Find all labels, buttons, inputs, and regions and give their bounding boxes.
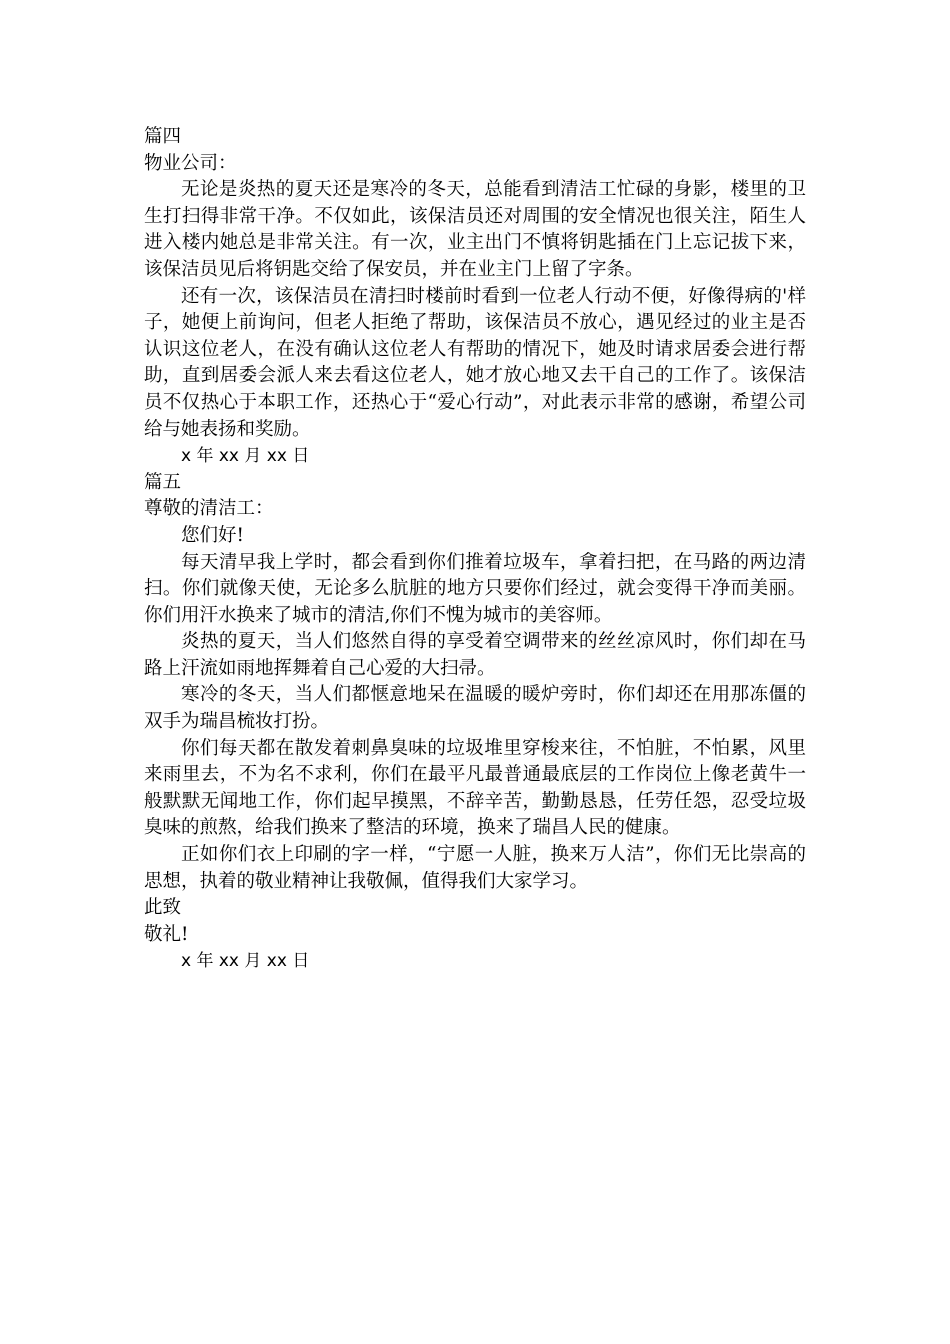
section-5-greeting: 您们好! [181,524,244,546]
section-5-heading: 篇五 [144,471,182,493]
closing-line-2: 敬礼! [144,923,189,945]
section-4-paragraph-2: 还有一次，该保洁员在清扫时楼前时看到一位老人行动不便，好像得病的'样子，她便上前询问，但老人拒绝了帮助，该保洁员不放心，遇见经过的业主是否认识这位老人，在没有确认这位老人有帮助的情况下，她及时请求居委会进行帮助，直到居委会派人来去看这位老人，她才放心地又去干自己的工作了。该保洁员不仅热心于本职工作，还热心于“爱心行动”，对此表示非常的感谢，希望公司给与她表扬和奖励。 [144,285,806,440]
section-4-heading: 篇四 [144,126,182,147]
section-5-paragraph-4: 你们每天都在散发着刺鼻臭味的垃圾堆里穿梭来往，不怕脏，不怕累，风里来雨里去，不为名不求利，你们在最平凡最普通最底层的工作岗位上像老黄牛一般默默无闻地工作，你们起早摸黑，不辞辛苦，勤勤恳恳，任劳任怨，忍受垃圾臭味的煎熬，给我们换来了整洁的环境，换来了瑞昌人民的健康。 [144,737,806,839]
section-5-paragraph-5: 正如你们衣上印刷的字一样，“宁愿一人脏，换来万人洁”，你们无比崇高的思想，执着的敬业精神让我敬佩，值得我们大家学习。 [144,844,806,892]
document-page [144,124,806,975]
section-4-salutation: 物业公司： [144,152,237,174]
closing-line-1: 此致 [144,897,182,919]
section-5-paragraph-2: 炎热的夏天，当人们悠然自得的享受着空调带来的丝丝凉风时，你们却在马路上汗流如雨地挥舞着自己心爱的大扫帚。 [144,631,806,679]
section-4-date-text: x 年 xx 月 xx 日 [181,446,310,467]
section-5-date [144,948,806,975]
section-5-paragraph-1: 每天清早我上学时，都会看到你们推着垃圾车，拿着扫把，在马路的两边清扫。你们就像天使，无论多么肮脏的地方只要你们经过，就会变得干净而美丽。你们用汗水换来了城市的清洁,你们不愧为城市的美容师。 [144,551,806,626]
section-4-paragraph-1: 无论是炎热的夏天还是寒冷的冬天，总能看到清洁工忙碌的身影，楼里的卫生打扫得非常干净。不仅如此，该保洁员还对周围的安全情况也很关注，陌生人进入楼内她总是非常关注。有一次，业主出门不慎将钥匙插在门上忘记拔下来，该保洁员见后将钥匙交给了保安员，并在业主门上留了字条。 [144,179,806,280]
section-5-salutation: 尊敬的清洁工： [144,498,274,520]
section-5-paragraph-3: 寒冷的冬天，当人们都惬意地呆在温暖的暖炉旁时，你们却还在用那冻僵的双手为瑞昌梳妆打扮。 [144,684,806,733]
section-5-date-text: x 年 xx 月 xx 日 [181,951,310,972]
section-4-date [144,443,806,470]
